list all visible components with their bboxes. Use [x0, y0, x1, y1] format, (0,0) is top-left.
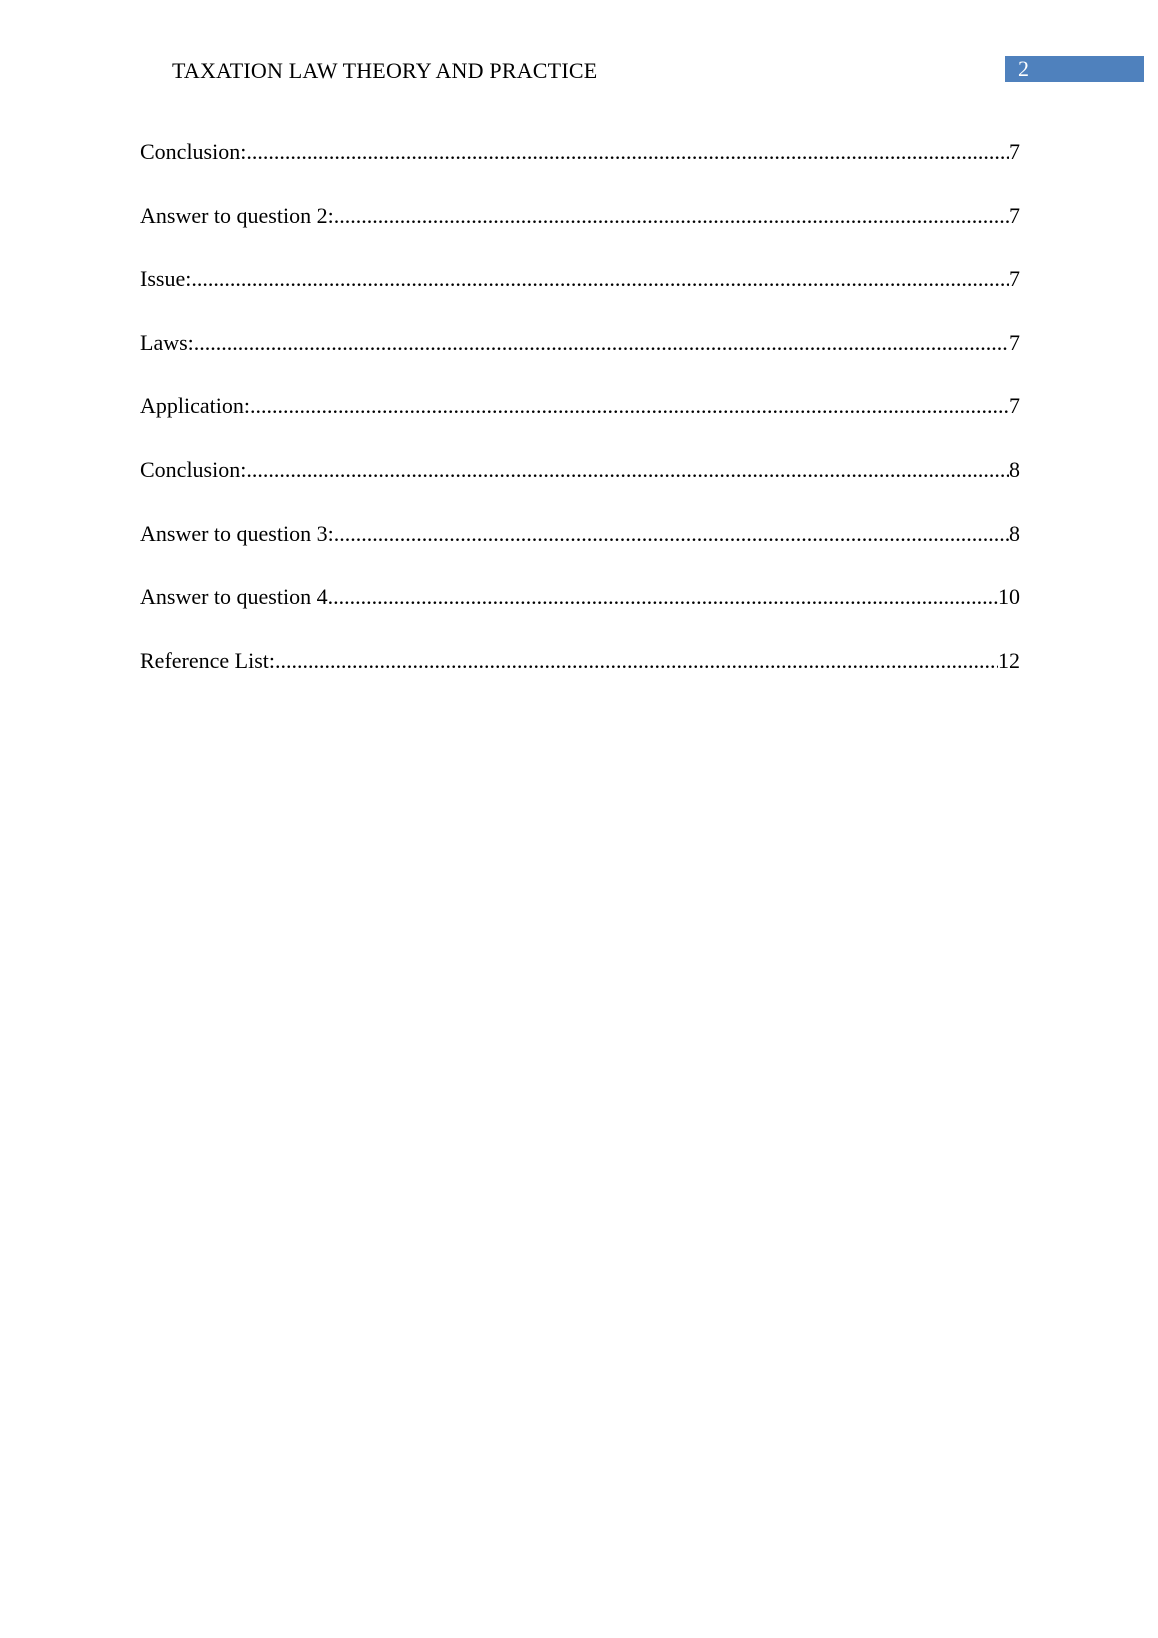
toc-entry-label: Conclusion:	[140, 139, 247, 164]
toc-dot-leader	[246, 137, 1009, 167]
toc-entry-page: 12	[998, 647, 1020, 673]
page-number-box	[1005, 56, 1144, 82]
toc-entry-conclusion-1[interactable]	[140, 137, 1020, 201]
toc-entry-page: 10	[998, 584, 1020, 610]
toc-dot-leader	[275, 646, 998, 676]
toc-dot-leader	[191, 264, 1009, 294]
toc-entry-answer-question-2[interactable]	[140, 201, 1020, 265]
toc-dot-leader	[194, 328, 1009, 358]
toc-entry-page: 7	[1009, 202, 1020, 228]
toc-dot-leader	[328, 582, 998, 612]
toc-entry-laws[interactable]	[140, 328, 1020, 392]
toc-entry-application[interactable]	[140, 391, 1020, 455]
toc-entry-label: Laws:	[140, 329, 194, 355]
table-of-contents	[140, 137, 1020, 709]
toc-dot-leader	[334, 201, 1009, 231]
toc-entry-answer-question-4[interactable]	[140, 582, 1020, 646]
toc-entry-conclusion-2[interactable]	[140, 455, 1020, 519]
toc-entry-page: 7	[1009, 393, 1020, 419]
running-head-title: TAXATION LAW THEORY AND PRACTICE	[172, 58, 598, 83]
toc-entry-page: 7	[1009, 329, 1020, 355]
toc-entry-page: 8	[1009, 456, 1020, 482]
toc-entry-label: Issue:	[140, 266, 192, 292]
toc-entry-label: Answer to question 4	[140, 584, 328, 610]
toc-entry-label: Conclusion:	[140, 456, 247, 482]
toc-dot-leader	[250, 391, 1009, 421]
toc-entry-issue[interactable]	[140, 264, 1020, 328]
toc-entry-answer-question-3[interactable]	[140, 519, 1020, 583]
page-header	[0, 56, 1158, 86]
toc-entry-page: 8	[1009, 520, 1020, 546]
page-number: 2	[1018, 56, 1029, 81]
toc-entry-page: 7	[1009, 139, 1020, 164]
toc-dot-leader	[334, 519, 1009, 549]
toc-entry-page: 7	[1009, 266, 1020, 292]
toc-entry-label: Reference List:	[140, 647, 275, 673]
toc-entry-label: Answer to question 2:	[140, 202, 334, 228]
toc-entry-label: Answer to question 3:	[140, 520, 334, 546]
toc-dot-leader	[246, 455, 1009, 485]
toc-entry-reference-list[interactable]	[140, 646, 1020, 710]
toc-entry-label: Application:	[140, 393, 250, 419]
